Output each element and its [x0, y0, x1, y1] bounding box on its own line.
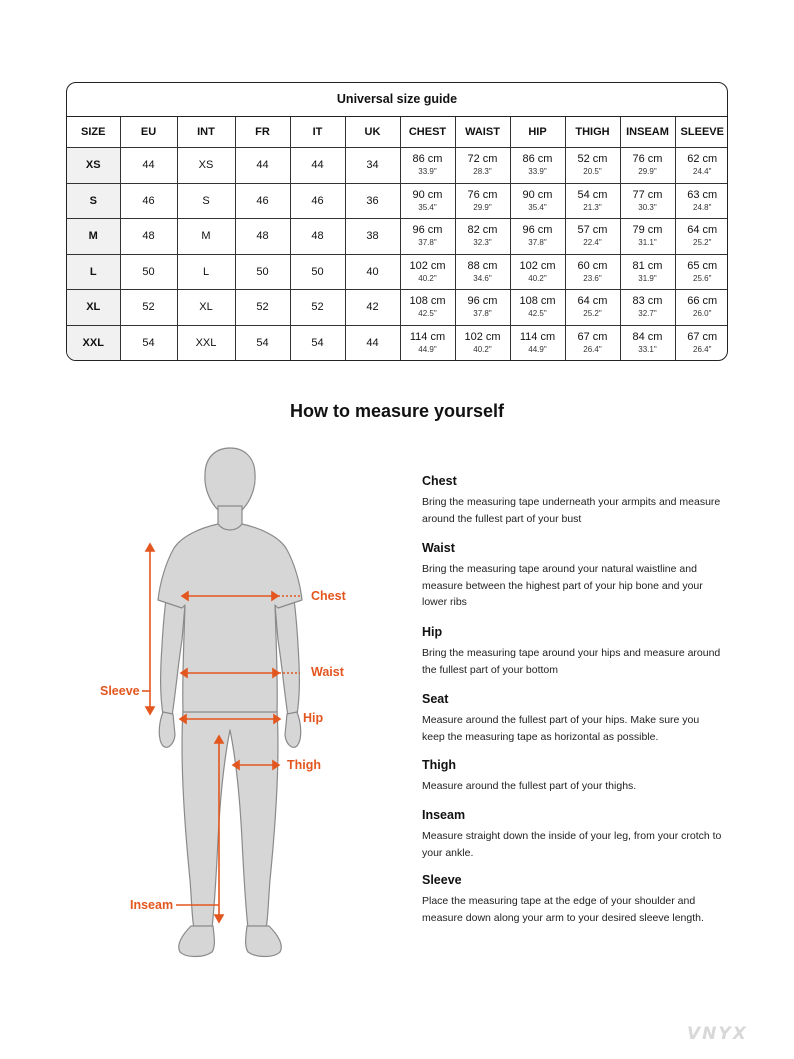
chest-cm-value: 96 cm	[412, 224, 443, 237]
instruction-hip	[422, 625, 722, 678]
inseam-cell	[620, 254, 675, 290]
waist-cell	[455, 325, 510, 360]
inseam-cell	[620, 183, 675, 219]
thigh-cm-value: 60 cm	[577, 259, 608, 272]
hip-inch-value: 37.8"	[528, 238, 547, 248]
instruction-chest	[422, 474, 722, 527]
fr-cell: 50	[235, 254, 290, 290]
size-cell: M	[67, 219, 120, 255]
hip-inch-value: 44.9"	[528, 344, 547, 354]
fr-cell: 48	[235, 219, 290, 255]
chest-cm-value: 90 cm	[412, 188, 443, 201]
inseam-cm-value: 83 cm	[632, 295, 663, 308]
sleeve-cell	[675, 183, 728, 219]
inseam-cell	[620, 290, 675, 326]
brand-logo: VNYX	[687, 1024, 748, 1044]
chest-inch-value: 42.5"	[418, 309, 437, 319]
column-header: SIZE	[67, 117, 120, 148]
hip-cm-value: 102 cm	[519, 259, 556, 272]
instruction-heading: Chest	[422, 474, 457, 488]
instruction-heading: Thigh	[422, 758, 457, 772]
waist-cm-value: 76 cm	[467, 188, 498, 201]
inseam-label: Inseam	[130, 898, 174, 912]
thigh-inch-value: 21.3"	[583, 202, 602, 212]
waist-arrow-right	[273, 669, 279, 677]
fr-cell: 46	[235, 183, 290, 219]
column-header: HIP	[510, 117, 565, 148]
fr-cell: 44	[235, 148, 290, 184]
chest-inch-value: 33.9"	[418, 167, 437, 177]
uk-cell: 44	[345, 325, 400, 360]
hip-arrow-left	[180, 715, 186, 723]
hip-cm-value: 90 cm	[522, 188, 553, 201]
uk-cell: 42	[345, 290, 400, 326]
it-cell: 44	[290, 148, 345, 184]
waist-cell	[455, 254, 510, 290]
uk-cell: 36	[345, 183, 400, 219]
waist-inch-value: 34.6"	[473, 273, 492, 283]
chest-cm-value: 86 cm	[412, 153, 443, 166]
sleeve-cm-value: 65 cm	[687, 259, 718, 272]
size-guide-table	[66, 82, 728, 361]
inseam-inch-value: 32.7"	[638, 309, 657, 319]
thigh-cell	[565, 183, 620, 219]
column-header: THIGH	[565, 117, 620, 148]
instruction-text: Bring the measuring tape around your natural waistline and measure between the highest part of your hip bone and your lower ribs	[422, 563, 703, 608]
waist-cm-value: 88 cm	[467, 259, 498, 272]
hip-cm-value: 96 cm	[522, 224, 553, 237]
sleeve-inch-value: 24.4"	[693, 167, 712, 177]
chest-inch-value: 40.2"	[418, 273, 437, 283]
it-cell: 50	[290, 254, 345, 290]
inseam-cell	[620, 148, 675, 184]
instruction-inseam	[422, 808, 722, 861]
hip-cm-value: 108 cm	[519, 295, 556, 308]
hip-cell	[510, 254, 565, 290]
chest-cm-value: 108 cm	[409, 295, 446, 308]
chest-cell	[400, 254, 455, 290]
waist-inch-value: 28.3"	[473, 167, 492, 177]
chest-cell	[400, 219, 455, 255]
it-cell: 46	[290, 183, 345, 219]
thigh-inch-value: 25.2"	[583, 309, 602, 319]
column-header: IT	[290, 117, 345, 148]
table-row	[67, 148, 728, 184]
inseam-arrow-bottom	[215, 915, 223, 922]
hip-inch-value: 35.4"	[528, 202, 547, 212]
inseam-inch-value: 31.9"	[638, 273, 657, 283]
instruction-thigh	[422, 758, 636, 795]
hip-inch-value: 42.5"	[528, 309, 547, 319]
chest-cell	[400, 325, 455, 360]
inseam-cell	[620, 325, 675, 360]
hip-cell	[510, 148, 565, 184]
inseam-inch-value: 29.9"	[638, 167, 657, 177]
hip-cell	[510, 219, 565, 255]
thigh-cell	[565, 219, 620, 255]
sleeve-arrow-top	[146, 544, 154, 551]
waist-cm-value: 96 cm	[467, 295, 498, 308]
thigh-inch-value: 22.4"	[583, 238, 602, 248]
int-cell: XS	[177, 148, 235, 184]
hip-inch-value: 33.9"	[528, 167, 547, 177]
instruction-text: Measure around the fullest part of your thighs.	[422, 780, 637, 792]
inseam-cm-value: 77 cm	[632, 188, 663, 201]
sleeve-inch-value: 24.8"	[693, 202, 712, 212]
inseam-inch-value: 33.1"	[638, 344, 657, 354]
eu-cell: 48	[120, 219, 177, 255]
thigh-cell	[565, 148, 620, 184]
chest-inch-value: 37.8"	[418, 238, 437, 248]
thigh-cm-value: 67 cm	[577, 330, 608, 343]
it-cell: 52	[290, 290, 345, 326]
chest-cell	[400, 183, 455, 219]
sleeve-cell	[675, 325, 728, 360]
chest-cell	[400, 290, 455, 326]
sleeve-cm-value: 62 cm	[687, 153, 718, 166]
thigh-cm-value: 57 cm	[577, 224, 608, 237]
waist-cell	[455, 183, 510, 219]
int-cell: M	[177, 219, 235, 255]
instruction-text: Measure straight down the inside of your leg, from your crotch to your ankle.	[422, 830, 722, 859]
inseam-cm-value: 84 cm	[632, 330, 663, 343]
instruction-waist	[422, 541, 722, 611]
chest-inch-value: 35.4"	[418, 202, 437, 212]
table-row	[67, 325, 728, 360]
sleeve-cell	[675, 219, 728, 255]
table-row	[67, 183, 728, 219]
sleeve-cm-value: 66 cm	[687, 295, 718, 308]
int-cell: L	[177, 254, 235, 290]
thigh-inch-value: 26.4"	[583, 344, 602, 354]
table-header-row	[67, 117, 728, 148]
waist-arrow-left	[181, 669, 187, 677]
chest-cm-value: 102 cm	[409, 259, 446, 272]
inseam-cm-value: 81 cm	[632, 259, 663, 272]
it-cell: 48	[290, 219, 345, 255]
eu-cell: 52	[120, 290, 177, 326]
size-cell: XXL	[67, 325, 120, 360]
hip-cell	[510, 325, 565, 360]
waist-inch-value: 37.8"	[473, 309, 492, 319]
waist-cell	[455, 290, 510, 326]
instruction-text: Bring the measuring tape underneath your armpits and measure around the fullest part of your bust	[422, 496, 721, 525]
instruction-heading: Hip	[422, 625, 443, 639]
hip-inch-value: 40.2"	[528, 273, 547, 283]
sleeve-cell	[675, 290, 728, 326]
sleeve-arrow-bottom	[146, 707, 154, 714]
hip-cm-value: 114 cm	[519, 330, 556, 343]
int-cell: XL	[177, 290, 235, 326]
table-row	[67, 290, 728, 326]
hip-cm-value: 86 cm	[522, 153, 553, 166]
body-measurement-figure	[0, 440, 400, 980]
size-cell: XS	[67, 148, 120, 184]
waist-label: Waist	[311, 665, 344, 679]
instruction-text: Bring the measuring tape around your hips and measure around the fullest part of your bottom	[422, 647, 721, 676]
thigh-cm-value: 64 cm	[577, 295, 608, 308]
instruction-heading: Inseam	[422, 808, 466, 822]
size-guide-title: Universal size guide	[67, 83, 727, 117]
column-header: FR	[235, 117, 290, 148]
instruction-heading: Sleeve	[422, 873, 462, 887]
inseam-cm-value: 79 cm	[632, 224, 663, 237]
hip-label: Hip	[303, 711, 324, 725]
instruction-heading: Waist	[422, 541, 455, 555]
column-header: CHEST	[400, 117, 455, 148]
waist-cell	[455, 219, 510, 255]
sleeve-cm-value: 64 cm	[687, 224, 718, 237]
inseam-inch-value: 31.1"	[638, 238, 657, 248]
table-row	[67, 254, 728, 290]
column-header: UK	[345, 117, 400, 148]
waist-cm-value: 72 cm	[467, 153, 498, 166]
chest-cm-value: 114 cm	[409, 330, 446, 343]
eu-cell: 44	[120, 148, 177, 184]
instruction-sleeve	[422, 873, 722, 926]
thigh-inch-value: 20.5"	[583, 167, 602, 177]
column-header: INSEAM	[620, 117, 675, 148]
sleeve-cm-value: 67 cm	[687, 330, 718, 343]
size-cell: L	[67, 254, 120, 290]
waist-cm-value: 102 cm	[464, 330, 501, 343]
eu-cell: 54	[120, 325, 177, 360]
instruction-seat	[422, 692, 722, 745]
sleeve-cm-value: 63 cm	[687, 188, 718, 201]
int-cell: XXL	[177, 325, 235, 360]
thigh-cell	[565, 254, 620, 290]
chest-cell	[400, 148, 455, 184]
waist-inch-value: 32.3"	[473, 238, 492, 248]
chest-inch-value: 44.9"	[418, 344, 437, 354]
hip-cell	[510, 290, 565, 326]
size-cell: S	[67, 183, 120, 219]
fr-cell: 54	[235, 325, 290, 360]
waist-inch-value: 29.9"	[473, 202, 492, 212]
inseam-inch-value: 30.3"	[638, 202, 657, 212]
hip-arrow-right	[274, 715, 280, 723]
column-header: INT	[177, 117, 235, 148]
size-cell: XL	[67, 290, 120, 326]
column-header: EU	[120, 117, 177, 148]
sleeve-cell	[675, 254, 728, 290]
uk-cell: 34	[345, 148, 400, 184]
measure-section-title: How to measure yourself	[289, 401, 505, 421]
body-silhouette	[158, 448, 302, 957]
thigh-cm-value: 54 cm	[577, 188, 608, 201]
column-header: WAIST	[455, 117, 510, 148]
eu-cell: 46	[120, 183, 177, 219]
waist-cell	[455, 148, 510, 184]
instruction-text: Measure around the fullest part of your hips. Make sure you keep the measuring tape as horizontal as possible.	[422, 714, 700, 743]
sleeve-label: Sleeve	[100, 684, 140, 698]
sleeve-inch-value: 25.2"	[693, 238, 712, 248]
thigh-cell	[565, 325, 620, 360]
uk-cell: 38	[345, 219, 400, 255]
int-cell: S	[177, 183, 235, 219]
column-header: SLEEVE	[675, 117, 728, 148]
sleeve-inch-value: 26.0"	[693, 309, 712, 319]
hip-cell	[510, 183, 565, 219]
eu-cell: 50	[120, 254, 177, 290]
table-row	[67, 219, 728, 255]
thigh-label: Thigh	[287, 758, 322, 772]
waist-inch-value: 40.2"	[473, 344, 492, 354]
inseam-cm-value: 76 cm	[632, 153, 663, 166]
size-table	[67, 117, 728, 360]
chest-label: Chest	[311, 589, 346, 603]
inseam-cell	[620, 219, 675, 255]
thigh-inch-value: 23.6"	[583, 273, 602, 283]
sleeve-inch-value: 26.4"	[693, 344, 712, 354]
it-cell: 54	[290, 325, 345, 360]
thigh-cell	[565, 290, 620, 326]
thigh-arrow-left	[233, 761, 239, 769]
uk-cell: 40	[345, 254, 400, 290]
sleeve-cell	[675, 148, 728, 184]
fr-cell: 52	[235, 290, 290, 326]
waist-cm-value: 82 cm	[467, 224, 498, 237]
instruction-heading: Seat	[422, 692, 449, 706]
thigh-cm-value: 52 cm	[577, 153, 608, 166]
instruction-text: Place the measuring tape at the edge of your shoulder and measure down along your arm to your desired sleeve length.	[422, 895, 704, 924]
sleeve-inch-value: 25.6"	[693, 273, 712, 283]
